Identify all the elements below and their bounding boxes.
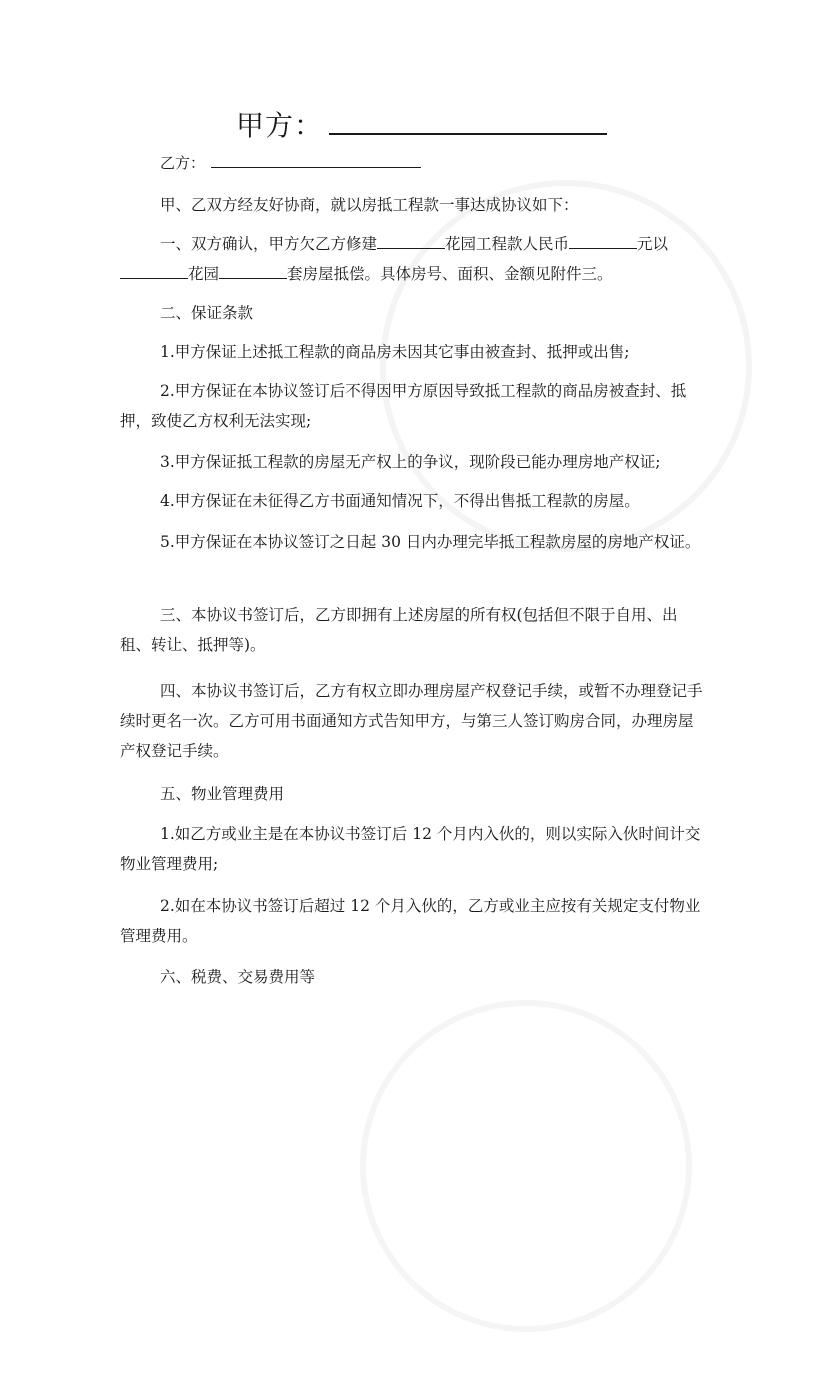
clause-5-item-1: 1.如乙方或业主是在本协议书签订后 12 个月内入伙的，则以实际入伙时间计交物业管理费用; xyxy=(120,825,701,873)
clause-1-text-d: 花园 xyxy=(188,265,220,283)
clause-4: 四、本协议书签订后，乙方有权立即办理房屋产权登记手续，或暂不办理登记手续时更名一次。乙方可用书面通知方式告知甲方，与第三人签订购房合同，办理房屋产权登记手续。 xyxy=(120,682,703,760)
clause-1-text-c: 元以 xyxy=(637,235,669,253)
intro-paragraph: 甲、乙双方经友好协商，就以房抵工程款一事达成协议如下： xyxy=(160,196,579,214)
party-b-blank xyxy=(211,155,421,168)
blank-garden-name xyxy=(120,266,188,279)
party-b-row xyxy=(160,152,421,173)
page-title xyxy=(236,104,607,144)
clause-1 xyxy=(120,229,705,289)
clause-1-text-e: 套房屋抵偿。具体房号、面积、金额见附件三。 xyxy=(287,265,613,283)
clause-2-item-2: 2.甲方保证在本协议签订后不得因甲方原因导致抵工程款的商品房被查封、抵押，致使乙方权利无法实现; xyxy=(120,382,687,430)
clause-3: 三、本协议书签订后，乙方即拥有上述房屋的所有权(包括但不限于自用、出租、转让、抵押等)。 xyxy=(120,606,678,654)
clause-6-title: 六、税费、交易费用等 xyxy=(160,968,316,986)
clause-5-item-2: 2.如在本协议书签订后超过 12 个月入伙的，乙方或业主应按有关规定支付物业管理费用。 xyxy=(120,897,701,945)
watermark-stamp-lower xyxy=(295,935,757,1397)
clause-1-text-a: 一、双方确认，甲方欠乙方修建 xyxy=(160,235,378,253)
party-b-label: 乙方： xyxy=(160,154,206,172)
blank-unit-count xyxy=(219,266,287,279)
clause-1-text-b: 花园工程款人民币 xyxy=(445,235,570,253)
clause-2-item-4: 4.甲方保证在未征得乙方书面通知情况下，不得出售抵工程款的房屋。 xyxy=(160,492,640,510)
clause-2-item-1: 1.甲方保证上述抵工程款的商品房未因其它事由被查封、抵押或出售; xyxy=(160,343,630,361)
blank-project-name xyxy=(377,236,445,249)
blank-amount xyxy=(569,236,637,249)
clause-2-title: 二、保证条款 xyxy=(160,304,254,322)
party-a-label: 甲方： xyxy=(236,109,324,142)
clause-2-item-3: 3.甲方保证抵工程款的房屋无产权上的争议，现阶段已能办理房地产权证; xyxy=(160,453,661,471)
clause-5-title: 五、物业管理费用 xyxy=(160,785,285,803)
party-a-blank xyxy=(329,111,607,135)
clause-2-item-5: 5.甲方保证在本协议签订之日起 30 日内办理完毕抵工程款房屋的房地产权证。 xyxy=(160,533,701,551)
